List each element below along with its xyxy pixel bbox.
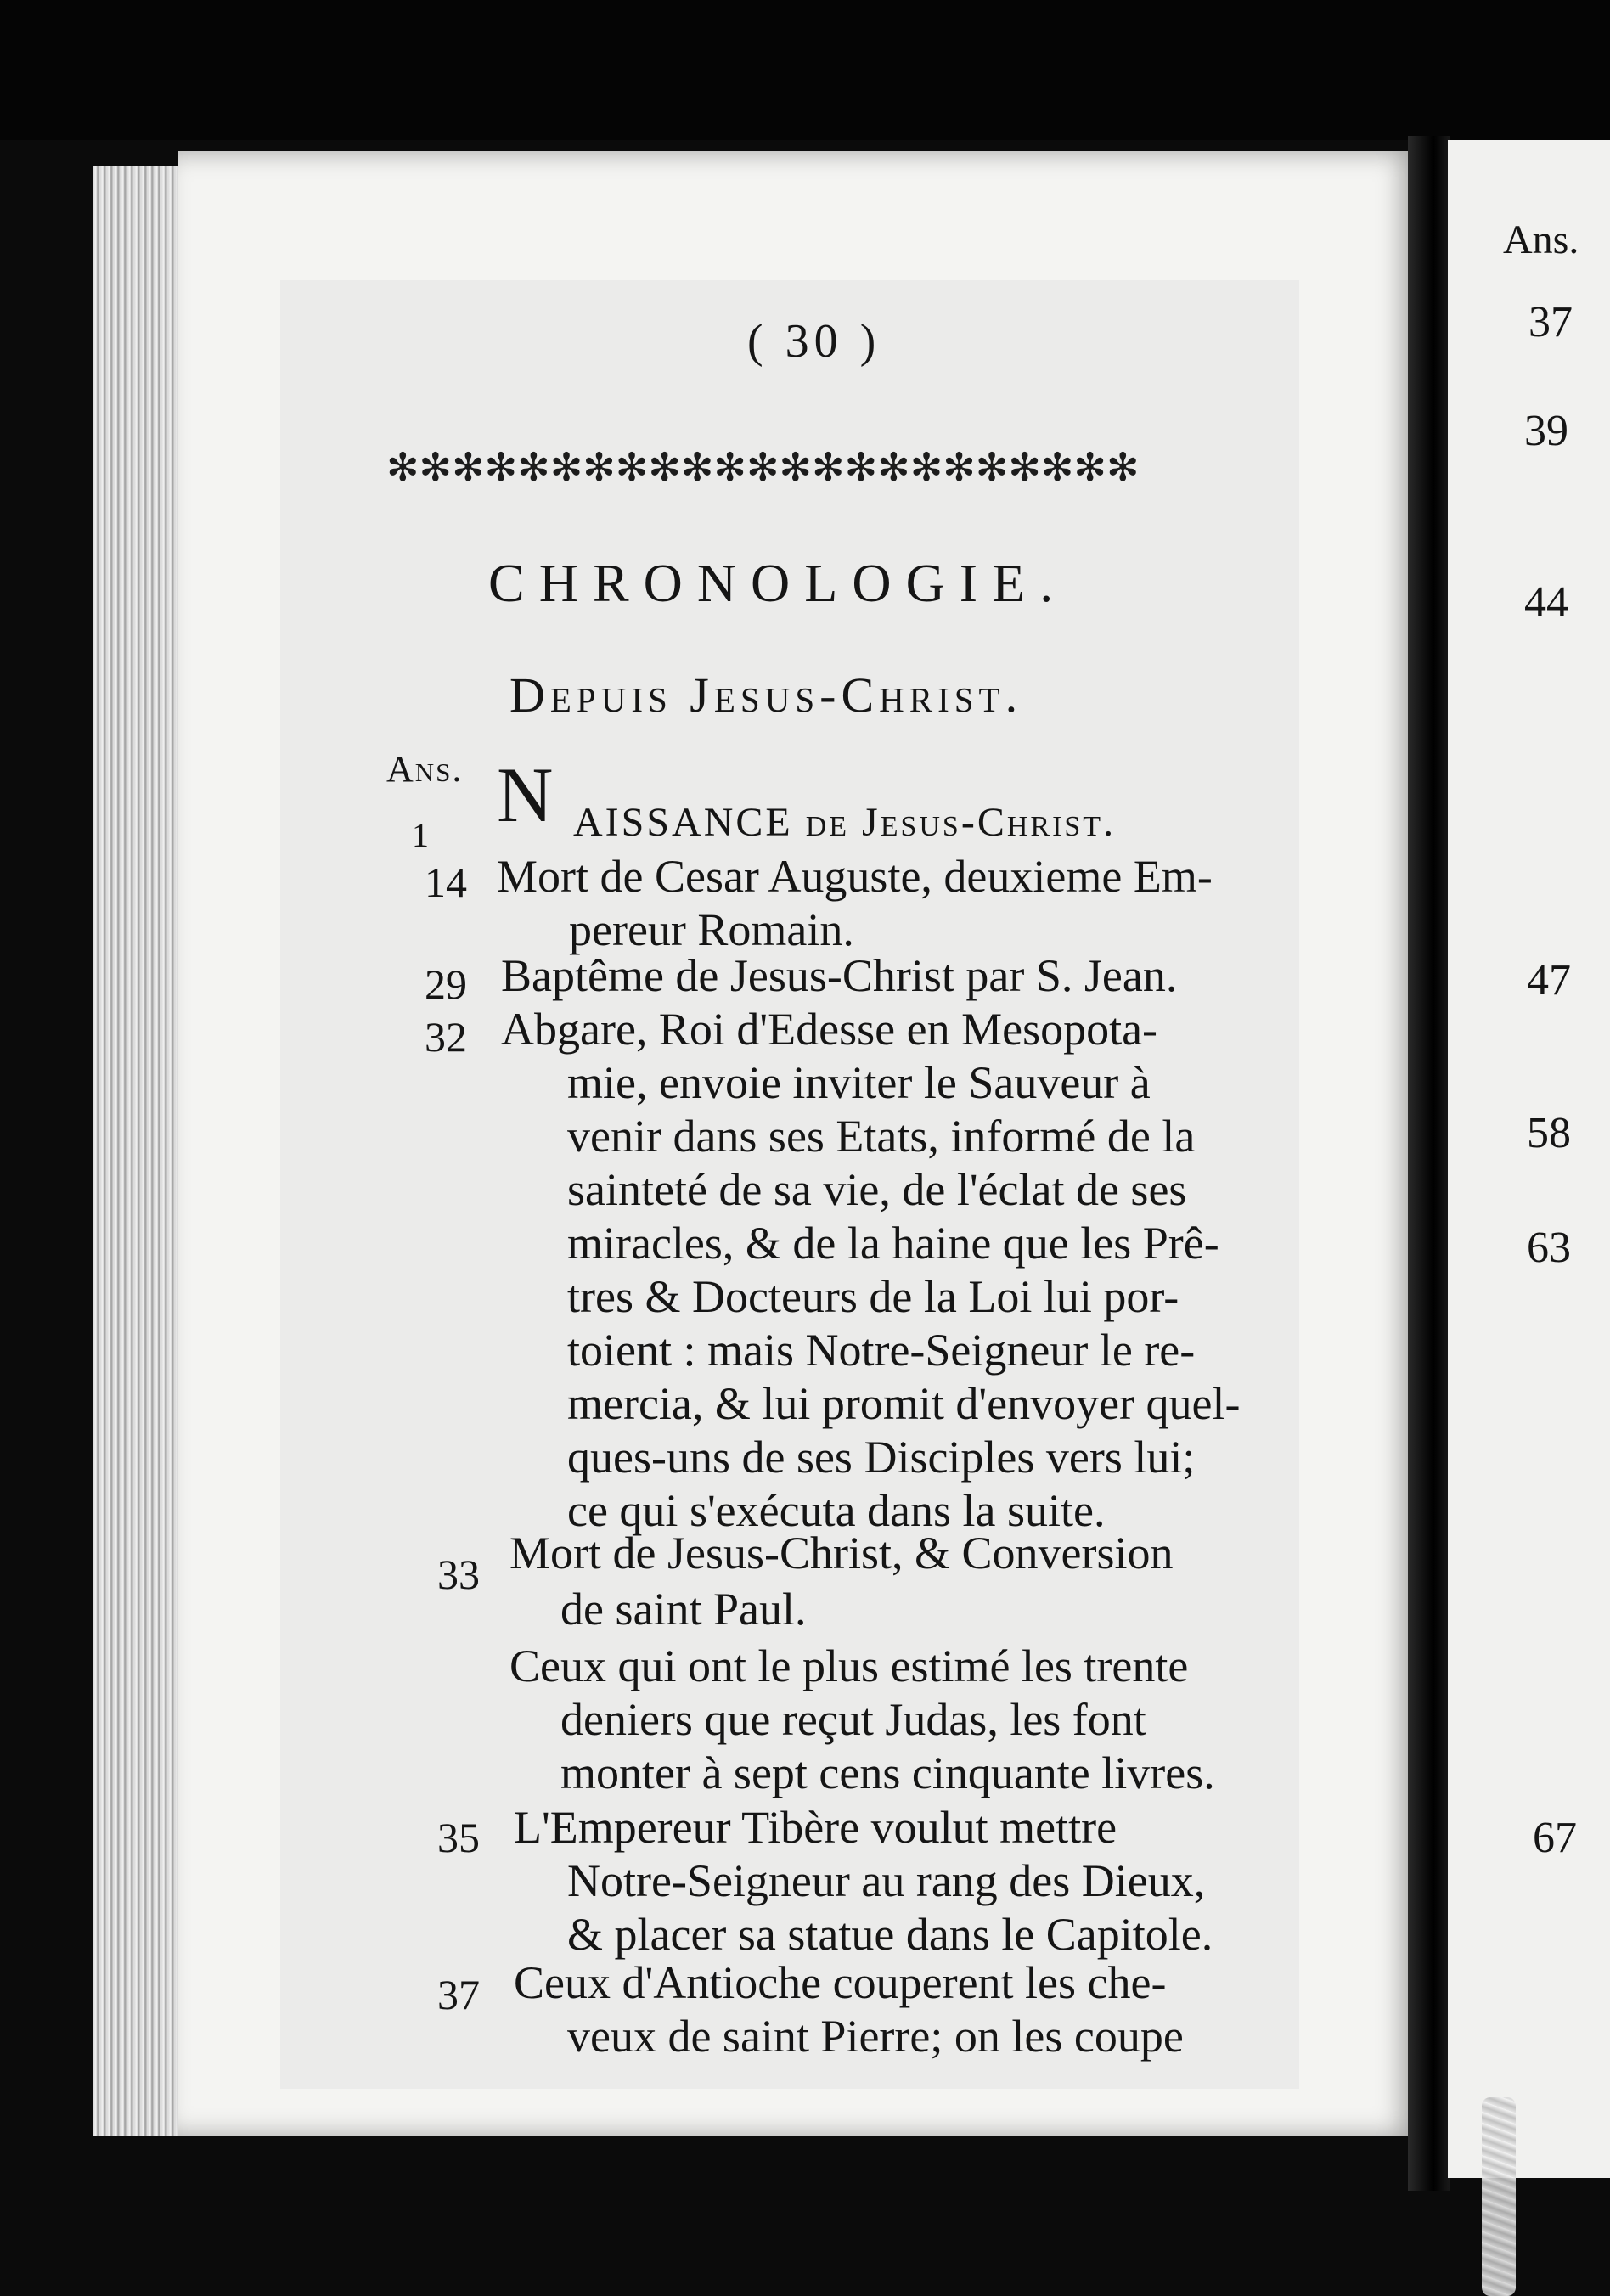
entry-line: deniers que reçut Judas, les font: [560, 1694, 1146, 1745]
page-subtitle: Depuis Jesus-Christ.: [509, 667, 1023, 723]
entry-line: tres & Docteurs de la Loi lui por-: [567, 1271, 1179, 1322]
entry-year: 35: [437, 1814, 480, 1861]
entry-line: mercia, & lui promit d'envoyer quel-: [567, 1378, 1241, 1429]
entry-line: sainteté de sa vie, de l'éclat de ses: [567, 1164, 1187, 1215]
entry-line: ce qui s'exécuta dans la suite.: [567, 1485, 1106, 1536]
right-page-year: 44: [1524, 578, 1568, 627]
entry-year: 29: [425, 960, 467, 1008]
entry-line: AISSANCE de Jesus-Christ.: [573, 800, 1117, 845]
entry-line: Notre-Seigneur au rang des Dieux,: [567, 1855, 1206, 1906]
ornamental-border: ✻✻✻✻✻✻✻✻✻✻✻✻✻✻✻✻✻✻✻✻✻✻✻: [386, 444, 1140, 490]
entry-line: monter à sept cens cinquante livres.: [560, 1747, 1215, 1798]
entry-line: Abgare, Roi d'Edesse en Mesopota-: [501, 1004, 1158, 1055]
page-title: CHRONOLOGIE.: [488, 553, 1068, 613]
entry-line: Mort de Jesus-Christ, & Conversion: [509, 1528, 1174, 1578]
years-column-header: Ans.: [386, 748, 464, 790]
entry-line: & placer sa statue dans le Capitole.: [567, 1909, 1213, 1960]
entry-line: miracles, & de la haine que les Prê-: [567, 1218, 1219, 1269]
scan-background-top: [0, 0, 1610, 140]
right-page-year: 58: [1527, 1109, 1571, 1157]
entry-line: Baptême de Jesus-Christ par S. Jean.: [501, 950, 1178, 1001]
right-page-header: Ans.: [1503, 217, 1579, 262]
entry-line: toient : mais Notre-Seigneur le re-: [567, 1325, 1196, 1376]
entry-line: mie, envoie inviter le Sauveur à: [567, 1057, 1151, 1108]
entry-line: Mort de Cesar Auguste, deuxieme Em-: [497, 851, 1213, 902]
right-page-year: 67: [1533, 1814, 1577, 1862]
entry-line: veux de saint Pierre; on les coupe: [567, 2011, 1184, 2062]
book-gutter: [1408, 136, 1450, 2191]
entry-year: 14: [425, 858, 467, 906]
bookmark-thread: [1482, 2097, 1516, 2296]
entry-line: pereur Romain.: [569, 904, 854, 955]
entry-line: ques-uns de ses Disciples vers lui;: [567, 1432, 1196, 1483]
page-number: ( 30 ): [747, 315, 881, 368]
entry-line: venir dans ses Etats, informé de la: [567, 1111, 1196, 1162]
right-page-year: 47: [1527, 956, 1571, 1004]
drop-cap: N: [497, 751, 554, 838]
entry-line: L'Empereur Tibère voulut mettre: [514, 1802, 1117, 1853]
entry-year: 32: [425, 1013, 467, 1061]
entry-line: Ceux qui ont le plus estimé les trente: [509, 1640, 1189, 1691]
right-page-year: 39: [1524, 407, 1568, 455]
entry-line: de saint Paul.: [560, 1584, 807, 1635]
entry-line: Ceux d'Antioche couperent les che-: [514, 1957, 1167, 2008]
right-page-year: 63: [1527, 1224, 1571, 1272]
entry-year: 33: [437, 1550, 480, 1598]
entry-year: 1: [412, 816, 429, 854]
right-page-year: 37: [1528, 298, 1573, 346]
entry-year: 37: [437, 1971, 480, 2018]
